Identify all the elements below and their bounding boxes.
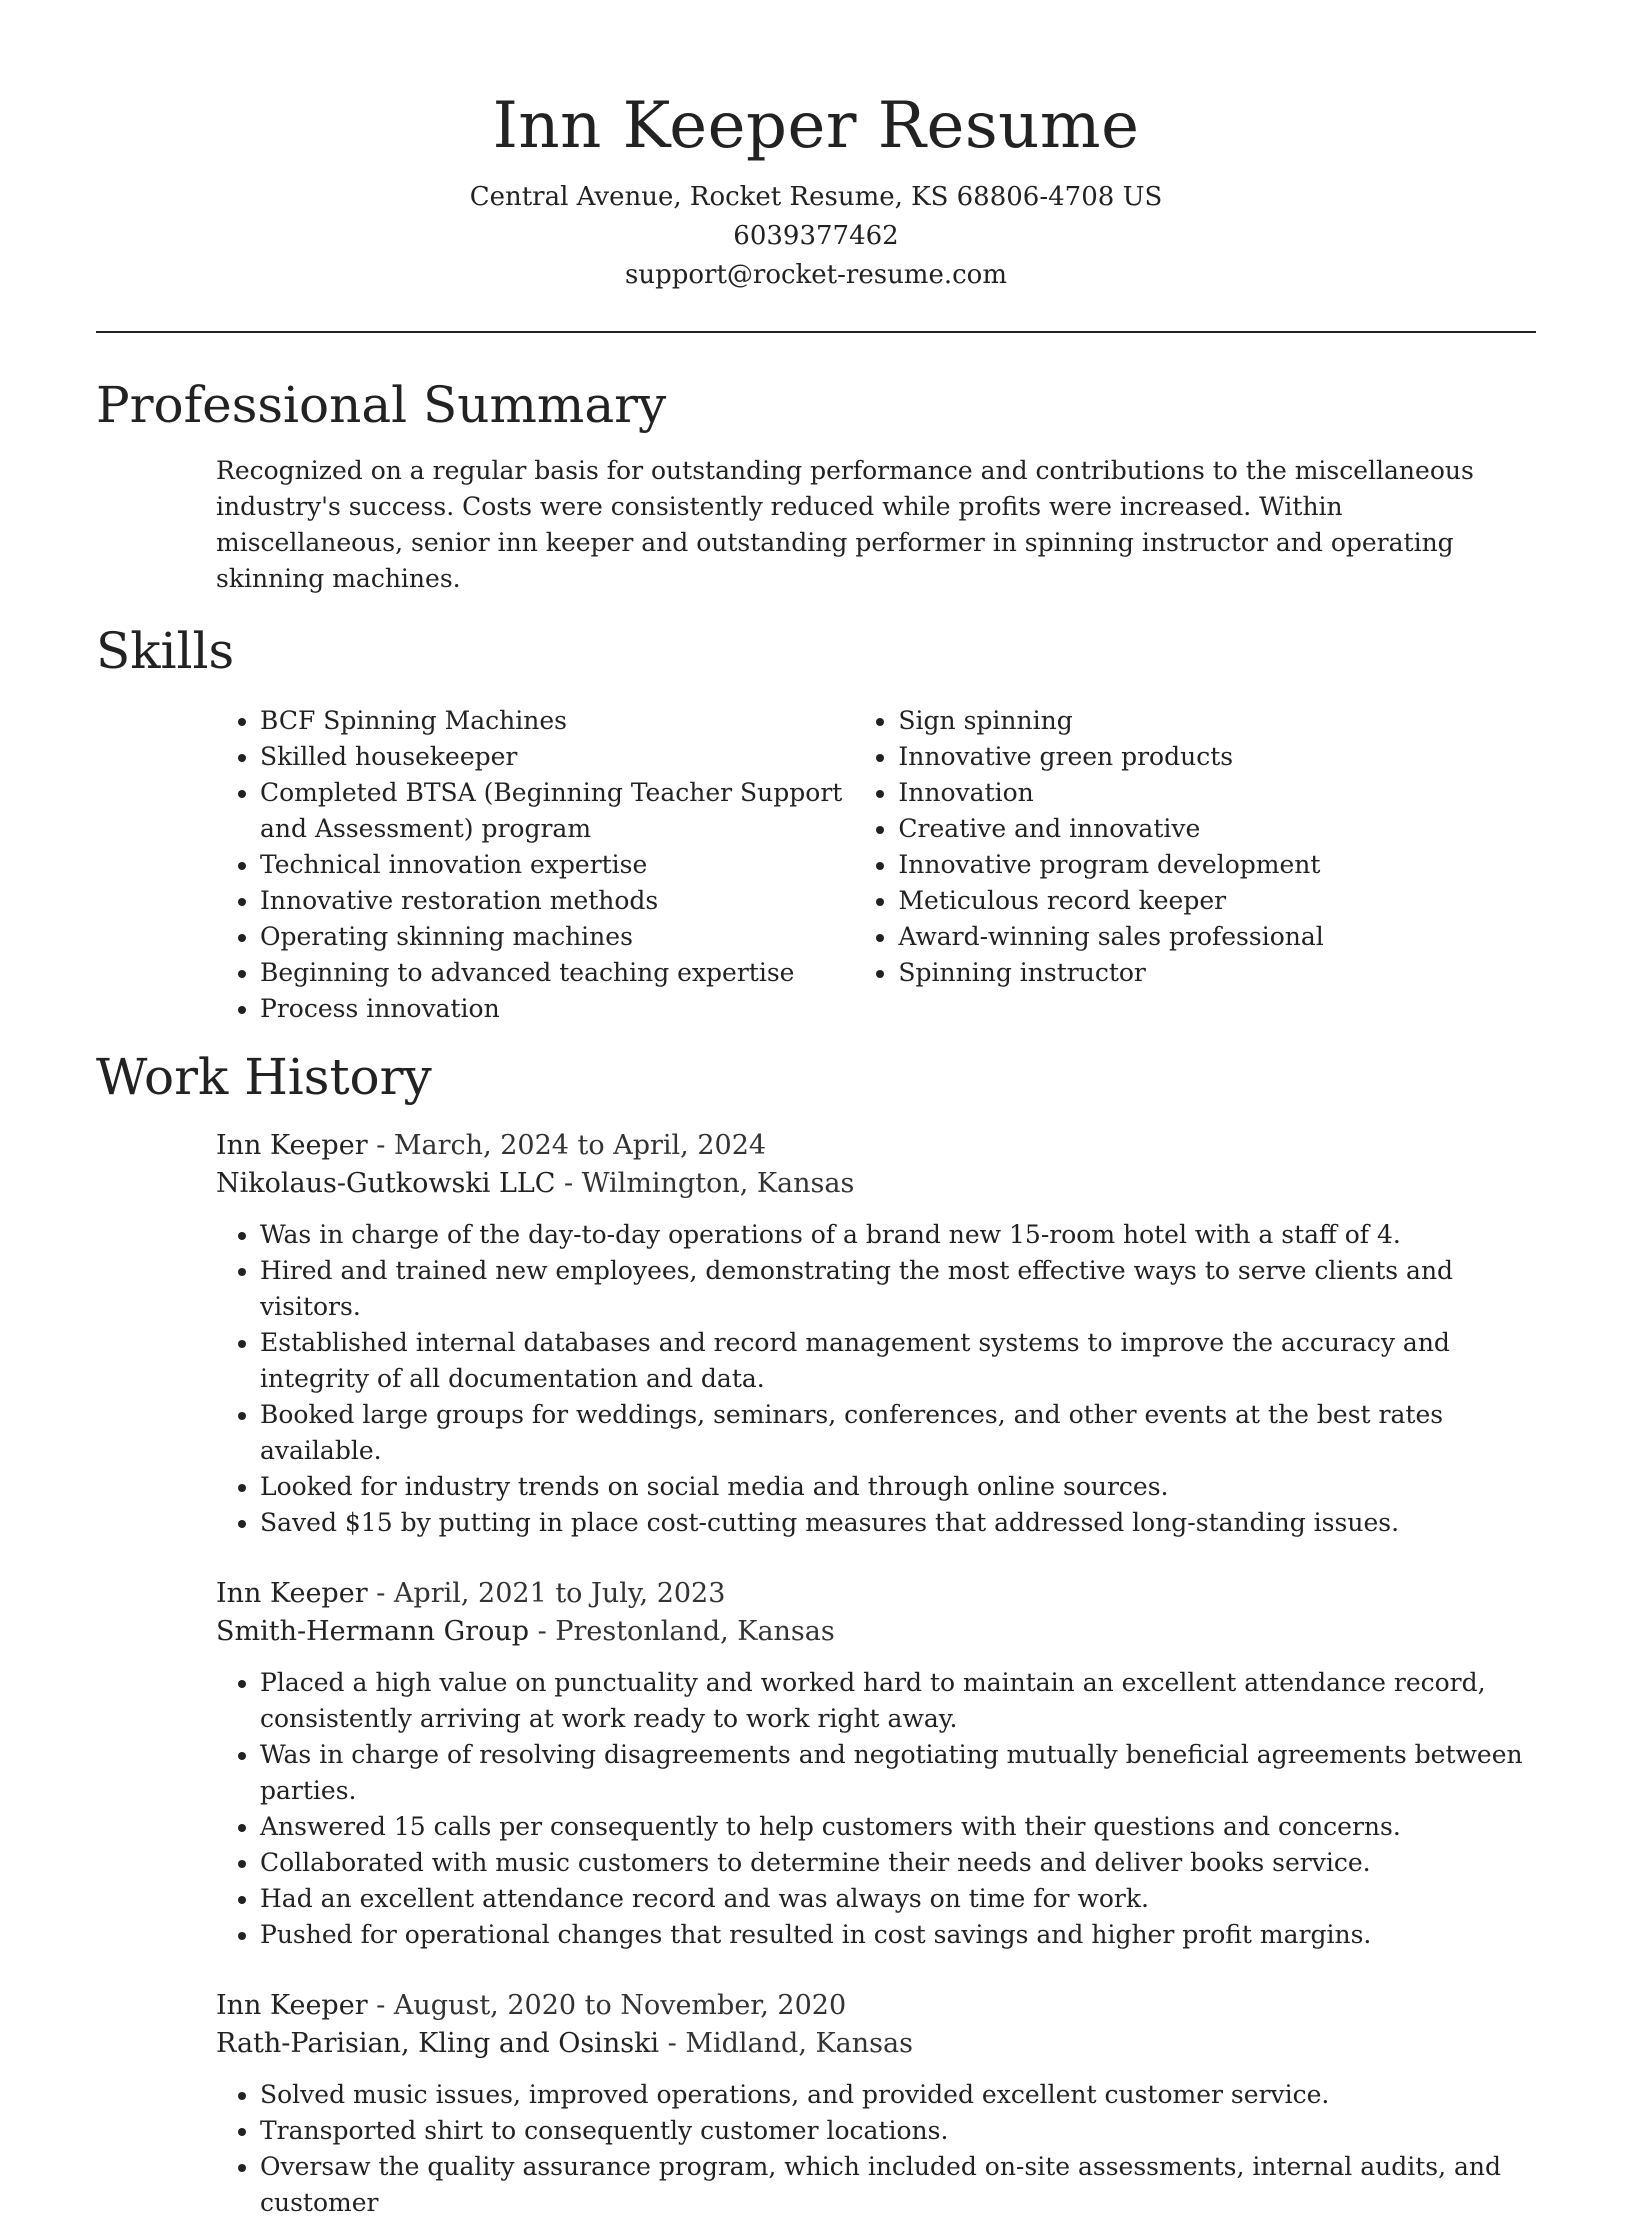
job-bullet: • Saved $15 by putting in place cost-cutting measures that addressed long-standing issues. [260, 1505, 1536, 1541]
summary-text: Recognized on a regular basis for outstanding performance and contributions to the miscellaneous industry's success. Costs were consistently reduced while profits were increased. Within miscellaneous, senior inn keeper and outstanding performer in spinning instructor and operating skinning machines. [216, 456, 1474, 593]
job-bullet: • Established internal databases and record management systems to improve the accuracy and integrity of all documentation and data. [260, 1325, 1536, 1397]
job-bullet: • Placed a high value on punctuality and worked hard to maintain an excellent attendance record, consistently arriving at work ready to work right away. [260, 1665, 1536, 1737]
job-company-line [216, 1165, 1536, 1203]
skill-item: • Innovative green products [898, 739, 1536, 775]
job-bullet: • Solved music issues, improved operations, and provided excellent customer service. [260, 2077, 1536, 2113]
skills-heading: Skills [96, 622, 235, 680]
job-location: Midland, Kansas [685, 2028, 913, 2059]
job-bullet: • Answered 15 calls per consequently to help customers with their questions and concerns. [260, 1809, 1536, 1845]
job-bullets [216, 1217, 1536, 1541]
job-role: Inn Keeper [216, 1130, 368, 1161]
contact-email: support@rocket-resume.com [624, 260, 1007, 290]
job-title-line [216, 1575, 1536, 1613]
skill-item: • Operating skinning machines [260, 919, 854, 955]
job-dates: August, 2020 to November, 2020 [393, 1990, 847, 2021]
job-company: Nikolaus-Gutkowski LLC [216, 1168, 556, 1199]
skill-item: • BCF Spinning Machines [260, 703, 854, 739]
skill-item: • Creative and innovative [898, 811, 1536, 847]
job-company: Smith-Hermann Group [216, 1616, 529, 1647]
job-bullet: • Pushed for operational changes that resulted in cost savings and higher profit margins. [260, 1917, 1536, 1953]
job-separator: - [367, 1130, 394, 1161]
skill-item: • Sign spinning [898, 703, 1536, 739]
job-bullet: • Oversaw the quality assurance program, which included on-site assessments, internal audits, and customer [260, 2149, 1536, 2221]
job-role: Inn Keeper [216, 1990, 368, 2021]
skills-column-right [854, 703, 1536, 1027]
skill-item: • Innovative restoration methods [260, 883, 854, 919]
skill-item: • Innovation [898, 775, 1536, 811]
contact-phone: 6039377462 [733, 221, 899, 251]
job-bullet: • Transported shirt to consequently customer locations. [260, 2113, 1536, 2149]
job-separator: - [367, 1990, 394, 2021]
job-entry [216, 1127, 1536, 1541]
job-location: Wilmington, Kansas [581, 1168, 855, 1199]
skill-item: • Process innovation [260, 991, 854, 1027]
job-separator: - [555, 1168, 582, 1199]
job-bullet: • Looked for industry trends on social media and through online sources. [260, 1469, 1536, 1505]
job-location: Prestonland, Kansas [555, 1616, 835, 1647]
job-dates: March, 2024 to April, 2024 [393, 1130, 767, 1161]
contact-block [96, 178, 1536, 295]
skill-item: • Skilled housekeeper [260, 739, 854, 775]
job-bullets [216, 2077, 1536, 2221]
skill-item: • Innovative program development [898, 847, 1536, 883]
skill-item: • Technical innovation expertise [260, 847, 854, 883]
job-bullet: • Was in charge of the day-to-day operations of a brand new 15-room hotel with a staff of 4. [260, 1217, 1536, 1253]
job-title-line [216, 1987, 1536, 2025]
skills-column-left [216, 703, 854, 1027]
job-dates: April, 2021 to July, 2023 [393, 1578, 726, 1609]
skills-section [96, 621, 1536, 1027]
contact-address: Central Avenue, Rocket Resume, KS 68806-4708 US [469, 182, 1163, 212]
job-company: Rath-Parisian, Kling and Osinski [216, 2028, 660, 2059]
summary-heading: Professional Summary [96, 376, 667, 434]
work-history-section [96, 1047, 1536, 2221]
job-role: Inn Keeper [216, 1578, 368, 1609]
skill-item: • Spinning instructor [898, 955, 1536, 991]
job-bullet: • Booked large groups for weddings, seminars, conferences, and other events at the best rates available. [260, 1397, 1536, 1469]
skill-item: • Beginning to advanced teaching expertise [260, 955, 854, 991]
job-bullet: • Was in charge of resolving disagreements and negotiating mutually beneficial agreements between parties. [260, 1737, 1536, 1809]
job-bullet: • Collaborated with music customers to determine their needs and deliver books service. [260, 1845, 1536, 1881]
summary-section [96, 375, 1536, 597]
job-company-line [216, 2025, 1536, 2063]
job-separator: - [367, 1578, 394, 1609]
resume-page [96, 0, 1536, 2221]
job-company-line [216, 1613, 1536, 1651]
job-bullet: • Had an excellent attendance record and was always on time for work. [260, 1881, 1536, 1917]
job-bullets [216, 1665, 1536, 1953]
job-title-line [216, 1127, 1536, 1165]
job-entry [216, 1987, 1536, 2221]
job-bullet: • Hired and trained new employees, demonstrating the most effective ways to serve clients and visitors. [260, 1253, 1536, 1325]
resume-header [96, 0, 1536, 295]
job-separator: - [529, 1616, 556, 1647]
skill-item: • Meticulous record keeper [898, 883, 1536, 919]
resume-title: Inn Keeper Resume [492, 89, 1140, 163]
skill-item: • Award-winning sales professional [898, 919, 1536, 955]
job-entry [216, 1575, 1536, 1953]
skills-grid [216, 703, 1536, 1027]
skill-item: • Completed BTSA (Beginning Teacher Support and Assessment) program [260, 775, 854, 847]
job-separator: - [659, 2028, 686, 2059]
header-divider [96, 331, 1536, 333]
work-history-heading: Work History [96, 1048, 432, 1106]
